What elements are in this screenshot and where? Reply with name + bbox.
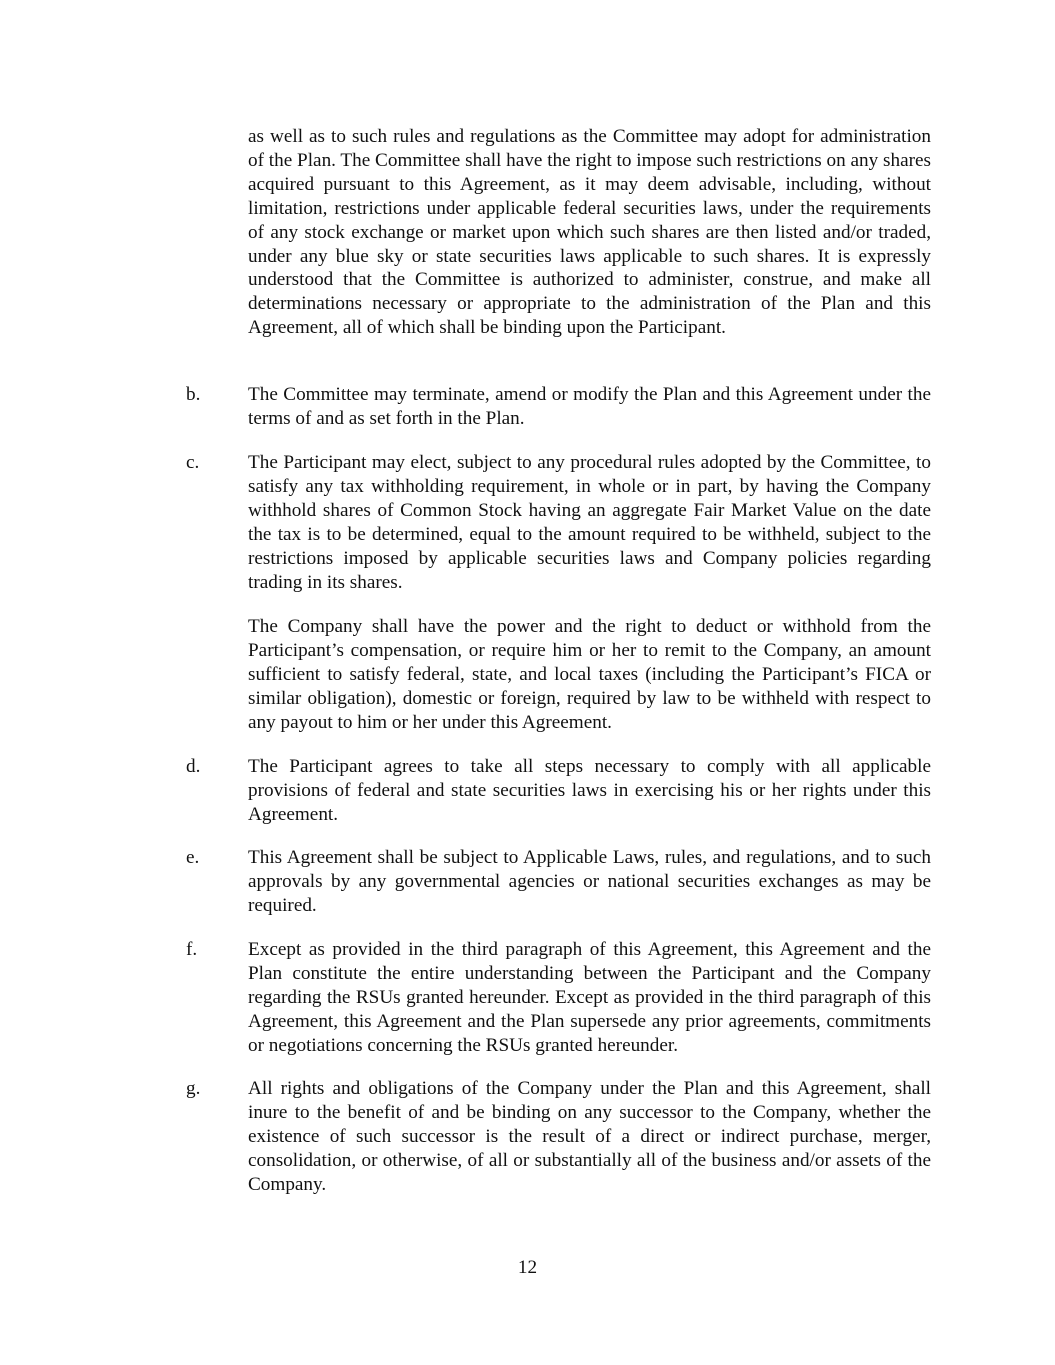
- list-item-c: [186, 451, 931, 594]
- list-item-label: e.: [186, 847, 200, 868]
- list-item-label: c.: [186, 452, 200, 473]
- list-item-label: d.: [186, 756, 201, 777]
- list-item-b: [186, 383, 931, 431]
- list-item-g: [186, 1077, 931, 1197]
- continuation-paragraph: as well as to such rules and regulations as the Committee may adopt for administration of the Plan. The Committee shall have the right to impose such restrictions on any shares acquired pursuant to this Agreement, as it may deem advisable, including, without limitation, restrictions under applicable federal securities laws, under the requirements of any stock exchange or market upon which such shares are then listed and/or traded, under any blue sky or state securities laws applicable to such shares. It is expressly understood that the Committee is authorized to administer, construe, and make all determinations necessary or appropriate to the administration of the Plan and this Agreement, all of which shall be binding upon the Participant.: [248, 126, 931, 339]
- list-item-label: g.: [186, 1078, 201, 1099]
- list-item-text: The Participant agrees to take all steps necessary to comply with all applicable provisions of federal and state securities laws in exercising his or her rights under this Agreement.: [248, 756, 931, 825]
- list-item-e: [186, 846, 931, 918]
- list-item-label: b.: [186, 384, 201, 405]
- list-item-text: The Participant may elect, subject to any procedural rules adopted by the Committee, to satisfy any tax withholding requirement, in whole or in part, by having the Company withhold shares of Common Stock having an aggregate Fair Market Value on the date the tax is to be determined, equal to the amount required to be withheld, subject to the restrictions imposed by applicable securities laws and Company policies regarding trading in its shares.: [248, 452, 931, 593]
- list-item-text: The Committee may terminate, amend or modify the Plan and this Agreement under the terms of and as set forth in the Plan.: [248, 384, 931, 429]
- list-item-label: f.: [186, 939, 198, 960]
- list-item-text: The Company shall have the power and the right to deduct or withhold from the Participant’s compensation, or require him or her to remit to the Company, an amount sufficient to satisfy federal, state, and local taxes (including the Participant’s FICA or similar obligation), domestic or foreign, required by law to be withheld with respect to any payout to him or her under this Agreement.: [248, 616, 931, 733]
- list-item-d: [186, 755, 931, 827]
- list-item-c-continued: [186, 615, 931, 735]
- list-item-f: [186, 938, 931, 1058]
- page-number: 12: [517, 1257, 538, 1278]
- list-item-text: This Agreement shall be subject to Applicable Laws, rules, and regulations, and to such approvals by any governmental agencies or national securities exchanges as may be required.: [248, 847, 931, 916]
- list-item-text: All rights and obligations of the Company under the Plan and this Agreement, shall inure to the benefit of and be binding on any successor to the Company, whether the existence of such successor is the result of a direct or indirect purchase, merger, consolidation, or otherwise, of all or substantially all of the business and/or assets of the Company.: [248, 1078, 931, 1195]
- list-item-text: Except as provided in the third paragraph of this Agreement, this Agreement and the Plan constitute the entire understanding between the Participant and the Company regarding the RSUs granted hereunder. Except as provided in the third paragraph of this Agreement, this Agreement and the Plan supersede any prior agreements, commitments or negotiations concerning the RSUs granted hereunder.: [248, 939, 931, 1056]
